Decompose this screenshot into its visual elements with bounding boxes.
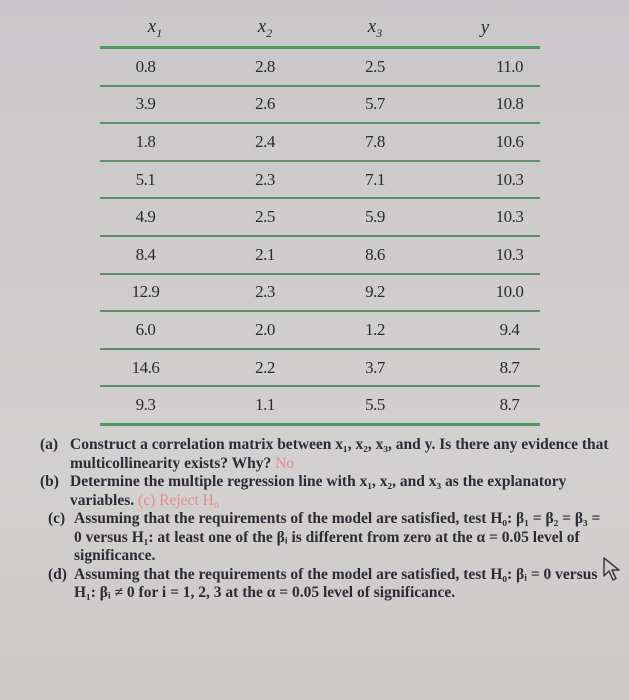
cell: 10.6 bbox=[430, 123, 540, 161]
cell: 2.3 bbox=[210, 274, 320, 312]
header-x2: $x_2$ bbox=[210, 10, 320, 48]
question-label: (d) bbox=[48, 565, 67, 583]
cell: 12.9 bbox=[100, 274, 210, 312]
table-row bbox=[100, 349, 540, 387]
table-row bbox=[100, 311, 540, 349]
cell: 8.4 bbox=[100, 236, 210, 274]
question-c bbox=[40, 510, 610, 566]
handwritten-answer: No bbox=[275, 454, 295, 472]
cell: 7.8 bbox=[320, 123, 430, 161]
handwritten-answer: (c) Reject H₀ bbox=[138, 491, 220, 509]
cell: 8.7 bbox=[430, 386, 540, 424]
cell: 0.8 bbox=[100, 48, 210, 86]
cell: 2.1 bbox=[210, 236, 320, 274]
cell: 10.3 bbox=[430, 236, 540, 274]
questions-list bbox=[40, 436, 610, 603]
cell: 8.6 bbox=[320, 236, 430, 274]
cell: 10.0 bbox=[430, 274, 540, 312]
table-header-row bbox=[100, 10, 540, 48]
cell: 2.5 bbox=[320, 48, 430, 86]
cell: 8.7 bbox=[430, 349, 540, 387]
table-row bbox=[100, 123, 540, 161]
cell: 9.3 bbox=[100, 386, 210, 424]
cell: 1.1 bbox=[210, 386, 320, 424]
cell: 5.5 bbox=[320, 386, 430, 424]
question-a bbox=[40, 436, 610, 473]
header-x3: $x_3$ bbox=[320, 10, 430, 48]
cell: 3.7 bbox=[320, 349, 430, 387]
data-table-container bbox=[100, 10, 540, 426]
cell: 11.0 bbox=[430, 48, 540, 86]
cell: 9.4 bbox=[430, 311, 540, 349]
cell: 6.0 bbox=[100, 311, 210, 349]
question-label: (b) bbox=[40, 473, 59, 490]
question-text: Assuming that the requirements of the model are satisfied, test H₀: β₁ = β₂ = β₃ = 0 versus H₁: at least one of the βᵢ is different from zero at the α = 0.05 level of significance. bbox=[74, 510, 601, 564]
cell: 4.9 bbox=[100, 198, 210, 236]
cell: 10.3 bbox=[430, 198, 540, 236]
question-text: Assuming that the requirements of the model are satisfied, test H₀: βᵢ = 0 versus H₁: βᵢ ≠ 0 for i = 1, 2, 3 at the α = 0.05 level of significance. bbox=[74, 565, 598, 601]
cell: 5.7 bbox=[320, 86, 430, 124]
question-label: (c) bbox=[48, 510, 66, 527]
cell: 2.2 bbox=[210, 349, 320, 387]
cell: 10.3 bbox=[430, 161, 540, 199]
table-row bbox=[100, 236, 540, 274]
question-b bbox=[40, 473, 610, 510]
cell: 5.1 bbox=[100, 161, 210, 199]
table-row bbox=[100, 86, 540, 124]
table-row bbox=[100, 274, 540, 312]
table-row bbox=[100, 386, 540, 424]
table-row bbox=[100, 48, 540, 86]
data-table bbox=[100, 10, 540, 426]
cell: 1.2 bbox=[320, 311, 430, 349]
cell: 5.9 bbox=[320, 198, 430, 236]
cell: 10.8 bbox=[430, 86, 540, 124]
table-row bbox=[100, 198, 540, 236]
cell: 2.0 bbox=[210, 311, 320, 349]
mouse-cursor-icon bbox=[602, 556, 622, 582]
question-text: Construct a correlation matrix between x₁, x₂, x₃, and y. Is there any evidence that multicollinearity exists? Why? bbox=[70, 436, 609, 472]
cell: 2.4 bbox=[210, 123, 320, 161]
cell: 2.8 bbox=[210, 48, 320, 86]
cell: 1.8 bbox=[100, 123, 210, 161]
table-row bbox=[100, 161, 540, 199]
cell: 2.3 bbox=[210, 161, 320, 199]
cell: 2.6 bbox=[210, 86, 320, 124]
cell: 3.9 bbox=[100, 86, 210, 124]
header-y: y bbox=[430, 10, 540, 48]
question-text: Determine the multiple regression line with x₁, x₂, and x₃ as the explanatory variables. bbox=[70, 473, 567, 509]
header-x1: $x_1$ bbox=[100, 10, 210, 48]
cell: 2.5 bbox=[210, 198, 320, 236]
question-d bbox=[40, 566, 610, 603]
cell: 7.1 bbox=[320, 161, 430, 199]
cell: 14.6 bbox=[100, 349, 210, 387]
cell: 9.2 bbox=[320, 274, 430, 312]
question-label: (a) bbox=[40, 436, 59, 453]
